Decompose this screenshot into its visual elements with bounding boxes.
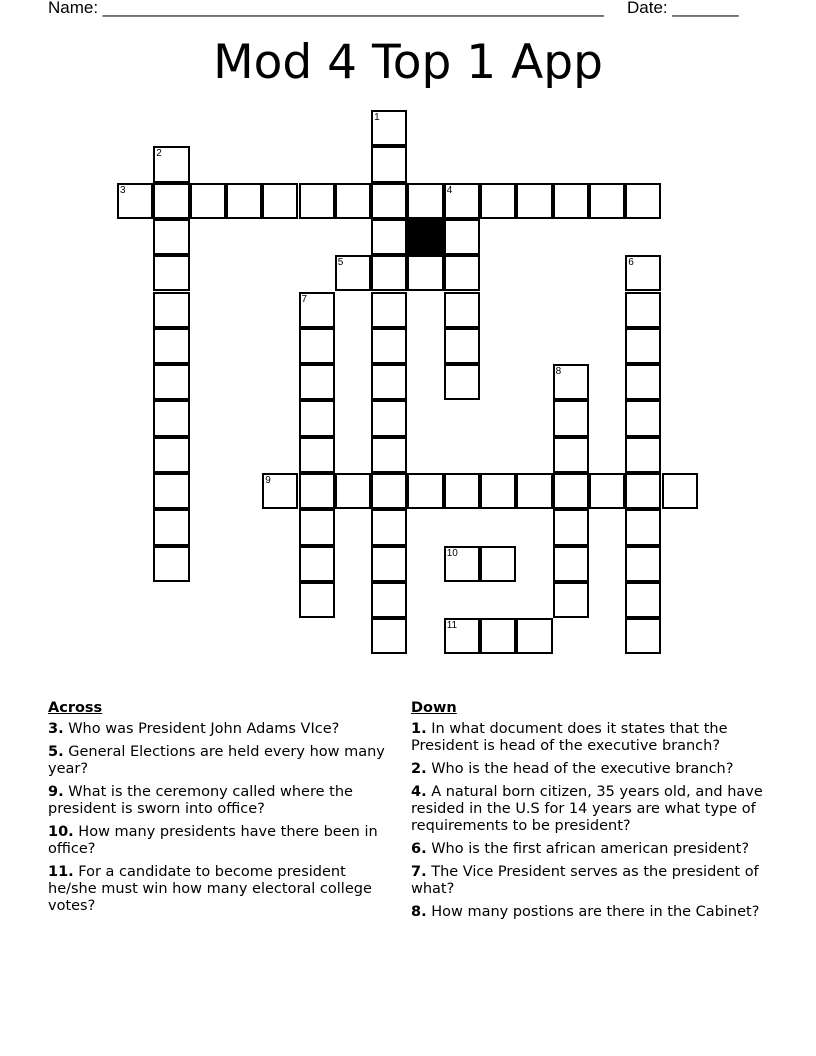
crossword-cell[interactable] (299, 546, 335, 582)
across-clue (48, 824, 398, 858)
crossword-cell[interactable] (153, 255, 189, 291)
crossword-cell[interactable] (299, 183, 335, 219)
black-square (407, 219, 443, 255)
clue-number-label: 11 (446, 620, 458, 632)
crossword-cell[interactable] (480, 546, 516, 582)
clue-number: 5. (48, 744, 64, 760)
crossword-cell[interactable] (335, 255, 371, 291)
crossword-cell[interactable] (153, 328, 189, 364)
crossword-cell[interactable] (444, 473, 480, 509)
down-clue (411, 761, 766, 778)
crossword-cell[interactable] (299, 328, 335, 364)
down-clues (411, 700, 766, 927)
clue-text: Who is the first african american president? (431, 841, 750, 857)
crossword-cell[interactable] (153, 509, 189, 545)
crossword-cell[interactable] (625, 328, 661, 364)
crossword-cell[interactable] (516, 618, 552, 654)
crossword-cell[interactable] (371, 364, 407, 400)
crossword-cell[interactable] (516, 473, 552, 509)
crossword-cell[interactable] (153, 183, 189, 219)
date-field-line[interactable]: Date: _______ (627, 0, 739, 17)
crossword-cell[interactable] (299, 364, 335, 400)
across-heading: Across (48, 700, 103, 716)
crossword-cell[interactable] (299, 400, 335, 436)
clue-text: Who is the head of the executive branch? (431, 761, 734, 777)
crossword-cell[interactable] (153, 292, 189, 328)
crossword-cell[interactable] (153, 546, 189, 582)
crossword-cell[interactable] (153, 400, 189, 436)
clue-number: 7. (411, 864, 427, 880)
crossword-cell[interactable] (553, 473, 589, 509)
crossword-cell[interactable] (662, 473, 698, 509)
crossword-cell[interactable] (625, 473, 661, 509)
crossword-cell[interactable] (553, 437, 589, 473)
crossword-cell[interactable] (480, 183, 516, 219)
crossword-cell[interactable] (153, 473, 189, 509)
crossword-cell[interactable] (299, 473, 335, 509)
clue-number: 3. (48, 721, 64, 737)
crossword-cell[interactable] (444, 364, 480, 400)
clue-number: 8. (411, 904, 427, 920)
across-clue (48, 864, 398, 915)
crossword-cell[interactable] (153, 146, 189, 182)
across-clue (48, 784, 398, 818)
down-clue (411, 864, 766, 898)
crossword-cell[interactable] (407, 473, 443, 509)
clue-number: 6. (411, 841, 427, 857)
crossword-cell[interactable] (371, 473, 407, 509)
clue-text: How many postions are there in the Cabinet? (431, 904, 760, 920)
page-title: Mod 4 Top 1 App (213, 35, 603, 90)
crossword-cell[interactable] (444, 618, 480, 654)
clue-number: 9. (48, 784, 64, 800)
crossword-cell[interactable] (625, 618, 661, 654)
crossword-cell[interactable] (625, 546, 661, 582)
crossword-cell[interactable] (371, 582, 407, 618)
crossword-cell[interactable] (371, 546, 407, 582)
down-clue (411, 904, 766, 921)
crossword-cell[interactable] (190, 183, 226, 219)
crossword-cell[interactable] (480, 618, 516, 654)
crossword-cell[interactable] (371, 292, 407, 328)
across-clue (48, 744, 398, 778)
clue-number-label: 8 (555, 366, 562, 378)
name-field-line[interactable]: Name: _____________________________________________________ (48, 0, 604, 17)
crossword-cell[interactable] (625, 400, 661, 436)
crossword-cell[interactable] (371, 400, 407, 436)
crossword-cell[interactable] (553, 509, 589, 545)
clue-text: A natural born citizen, 35 years old, and have resided in the U.S for 14 years are what type of requirements to be president? (411, 784, 763, 834)
clue-number-label: 5 (337, 257, 344, 269)
crossword-cell[interactable] (262, 183, 298, 219)
crossword-cell[interactable] (444, 183, 480, 219)
crossword-cell[interactable] (371, 219, 407, 255)
crossword-cell[interactable] (153, 437, 189, 473)
clue-number-label: 1 (374, 112, 380, 123)
crossword-cell[interactable] (589, 473, 625, 509)
crossword-cell[interactable] (371, 328, 407, 364)
crossword-cell[interactable] (516, 183, 552, 219)
down-clue (411, 784, 766, 835)
crossword-cell[interactable] (625, 509, 661, 545)
down-clue (411, 721, 766, 755)
clue-number: 2. (411, 761, 427, 777)
crossword-cell[interactable] (407, 255, 443, 291)
crossword-cell[interactable] (262, 473, 298, 509)
across-clues (48, 700, 398, 921)
clue-number-label: 3 (120, 184, 126, 196)
clue-text: For a candidate to become president he/she must win how many electoral college votes? (48, 864, 372, 914)
crossword-cell[interactable] (371, 183, 407, 219)
clue-text: The Vice President serves as the president of what? (411, 864, 759, 897)
clue-number-label: 2 (156, 148, 162, 160)
clue-number-label: 6 (628, 257, 634, 269)
crossword-cell[interactable] (371, 437, 407, 473)
crossword-cell[interactable] (553, 546, 589, 582)
clue-number: 10. (48, 824, 74, 840)
crossword-cell[interactable] (299, 582, 335, 618)
crossword-cell[interactable] (625, 364, 661, 400)
crossword-cell[interactable] (371, 110, 407, 146)
crossword-cell[interactable] (299, 509, 335, 545)
crossword-cell[interactable] (335, 473, 371, 509)
crossword-cell[interactable] (625, 437, 661, 473)
crossword-cell[interactable] (625, 183, 661, 219)
clue-number-label: 4 (446, 184, 453, 196)
clue-number-label: 10 (446, 547, 458, 559)
down-heading: Down (411, 700, 457, 716)
crossword-cell[interactable] (226, 183, 262, 219)
crossword-cell[interactable] (553, 364, 589, 400)
crossword-cell[interactable] (153, 364, 189, 400)
crossword-cell[interactable] (371, 509, 407, 545)
down-clue (411, 841, 766, 858)
clue-number: 11. (48, 864, 74, 880)
clue-number-label: 7 (301, 293, 308, 305)
crossword-cell[interactable] (444, 546, 480, 582)
crossword-cell[interactable] (444, 219, 480, 255)
crossword-cell[interactable] (444, 255, 480, 291)
crossword-cell[interactable] (553, 400, 589, 436)
clue-text: General Elections are held every how many year? (48, 744, 385, 777)
clue-text: What is the ceremony called where the president is sworn into office? (48, 784, 353, 817)
crossword-cell[interactable] (625, 582, 661, 618)
crossword-cell[interactable] (371, 146, 407, 182)
crossword-cell[interactable] (444, 328, 480, 364)
clue-number-label: 9 (265, 475, 271, 486)
crossword-cell[interactable] (299, 292, 335, 328)
crossword-cell[interactable] (480, 473, 516, 509)
clue-number: 1. (411, 721, 427, 737)
crossword-cell[interactable] (589, 183, 625, 219)
crossword-cell[interactable] (371, 255, 407, 291)
crossword-cell[interactable] (153, 219, 189, 255)
clue-text: How many presidents have there been in office? (48, 824, 378, 857)
crossword-cell[interactable] (299, 437, 335, 473)
crossword-cell[interactable] (335, 183, 371, 219)
crossword-cell[interactable] (625, 255, 661, 291)
crossword-cell[interactable] (444, 292, 480, 328)
crossword-cell[interactable] (371, 618, 407, 654)
clue-text: In what document does it states that the President is head of the executive branch? (411, 721, 728, 754)
crossword-cell[interactable] (553, 582, 589, 618)
crossword-cell[interactable] (407, 183, 443, 219)
crossword-cell[interactable] (553, 183, 589, 219)
clue-text: Who was President John Adams VIce? (68, 721, 340, 737)
crossword-cell[interactable] (117, 183, 153, 219)
crossword-cell[interactable] (625, 292, 661, 328)
across-clue (48, 721, 398, 738)
clue-number: 4. (411, 784, 427, 800)
